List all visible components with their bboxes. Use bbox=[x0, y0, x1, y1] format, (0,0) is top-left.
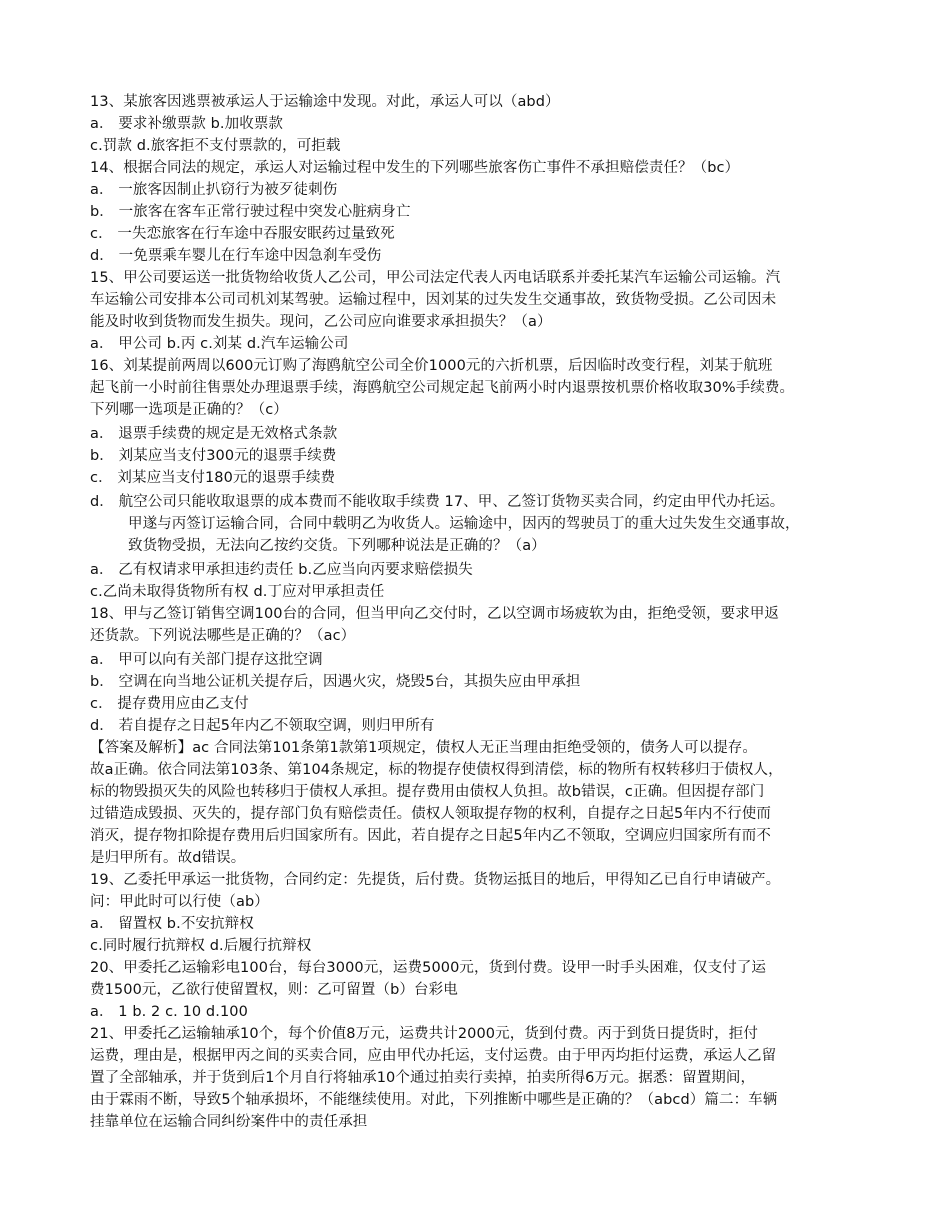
q19-options-cd: c.同时履行抗辩权 d.后履行抗辩权 bbox=[90, 938, 312, 954]
q17-options-ab: a． 乙有权请求甲承担违约责任 b.乙应当向丙要求赔偿损失 bbox=[90, 562, 473, 578]
q18-question-line2: 还货款。下列说法哪些是正确的？（ac） bbox=[90, 628, 356, 644]
q16-option-b: b． 刘某应当支付300元的退票手续费 bbox=[90, 448, 337, 464]
q13-options-cd: c.罚款 d.旅客拒不支付票款的，可拒载 bbox=[90, 138, 341, 154]
q21-question-line4: 由于霖雨不断，导致5个轴承损坏，不能继续使用。对此，下列推断中哪些是正确的？（abcd）篇二：车辆 bbox=[90, 1092, 778, 1108]
q15-question-line1: 15、甲公司要运送一批货物给收货人乙公司，甲公司法定代表人丙电话联系并委托某汽车运输公司运输。汽 bbox=[90, 270, 781, 286]
q13-question: 13、某旅客因逃票被承运人于运输途中发现。对此，承运人可以（abd） bbox=[90, 94, 560, 110]
q21-question-line3: 置了全部轴承，并于货到后1个月自行将轴承10个通过拍卖行卖掉，拍卖所得6万元。据悉：留置期间， bbox=[90, 1070, 756, 1086]
q18-answer-line4: 过错造成毁损、灭失的，提存部门负有赔偿责任。债权人领取提存物的权利，自提存之日起5年内不行使而 bbox=[90, 806, 771, 822]
q14-question: 14、根据合同法的规定，承运人对运输过程中发生的下列哪些旅客伤亡事件不承担赔偿责任？（bc） bbox=[90, 160, 740, 176]
q18-option-d: d． 若自提存之日起5年内乙不领取空调，则归甲所有 bbox=[90, 718, 435, 734]
q18-answer-line3: 标的物毁损灭失的风险也转移归于债权人承担。提存费用由债权人负担。故b错误，c正确。但因提存部门 bbox=[90, 784, 765, 800]
q16-question-line2: 起飞前一小时前往售票处办理退票手续，海鸥航空公司规定起飞前两小时内退票按机票价格收取30%手续费。 bbox=[90, 380, 795, 396]
q16-option-a: a． 退票手续费的规定是无效格式条款 bbox=[90, 426, 338, 442]
section-heading: 挂靠单位在运输合同纠纷案件中的责任承担 bbox=[90, 1114, 368, 1130]
q18-option-a: a． 甲可以向有关部门提存这批空调 bbox=[90, 652, 323, 668]
q18-answer-line5: 消灭，提存物扣除提存费用后归国家所有。因此，若自提存之日起5年内乙不领取，空调应归国家所有而不 bbox=[90, 828, 771, 844]
q14-option-d: d． 一免票乘车婴儿在行车途中因急刹车受伤 bbox=[90, 248, 382, 264]
q16-question-line3: 下列哪一选项是正确的？（c） bbox=[90, 402, 288, 418]
q16-question-line1: 16、刘某提前两周以600元订购了海鸥航空公司全价1000元的六折机票，后因临时改变行程，刘某于航班 bbox=[90, 358, 773, 374]
q18-answer-line2: 故a正确。依合同法第103条、第104条规定，标的物提存使债权得到清偿，标的物所有权转移归于债权人， bbox=[90, 762, 783, 778]
q21-question-line1: 21、甲委托乙运输轴承10个，每个价值8万元，运费共计2000元，货到付费。丙于到货日提货时，拒付 bbox=[90, 1026, 758, 1042]
q15-question-line3: 能及时收到货物而发生损失。现问，乙公司应向谁要求承担损失？（a） bbox=[90, 314, 552, 330]
q19-question-line2: 问：甲此时可以行使（ab） bbox=[90, 894, 269, 910]
q17-question-line3: 致货物受损，无法向乙按约交货。下列哪种说法是正确的？（a） bbox=[128, 538, 546, 554]
q20-options: a． 1 b. 2 c. 10 d.100 bbox=[90, 1004, 248, 1020]
q14-option-c: c． 一失恋旅客在行车途中吞服安眠药过量致死 bbox=[90, 226, 395, 242]
q18-option-c: c． 提存费用应由乙支付 bbox=[90, 696, 249, 712]
q14-option-a: a． 一旅客因制止扒窃行为被歹徒刺伤 bbox=[90, 182, 338, 198]
q16-option-c: c． 刘某应当支付180元的退票手续费 bbox=[90, 470, 336, 486]
q15-question-line2: 车运输公司安排本公司司机刘某驾驶。运输过程中，因刘某的过失发生交通事故，致货物受损。乙公司因未 bbox=[90, 292, 777, 308]
q17-question-line2: 甲遂与丙签订运输合同，合同中载明乙为收货人。运输途中，因丙的驾驶员丁的重大过失发生交通事故， bbox=[128, 516, 800, 532]
q20-question-line1: 20、甲委托乙运输彩电100台，每台3000元，运费5000元，货到付费。设甲一时手头困难，仅支付了运 bbox=[90, 960, 767, 976]
q18-question-line1: 18、甲与乙签订销售空调100台的合同，但当甲向乙交付时，乙以空调市场疲软为由，拒绝受领，要求甲返 bbox=[90, 606, 780, 622]
q18-option-b: b． 空调在向当地公证机关提存后，因遇火灾，烧毁5台，其损失应由甲承担 bbox=[90, 674, 581, 690]
q20-question-line2: 费1500元，乙欲行使留置权，则：乙可留置（b）台彩电 bbox=[90, 982, 458, 998]
q14-option-b: b． 一旅客在客车正常行驶过程中突发心脏病身亡 bbox=[90, 204, 411, 220]
q16-option-d: d． 航空公司只能收取退票的成本费而不能收取手续费 17、甲、乙签订货物买卖合同，约定由甲代办托运。 bbox=[90, 494, 785, 510]
q15-options: a． 甲公司 b.丙 c.刘某 d.汽车运输公司 bbox=[90, 336, 349, 352]
q19-question-line1: 19、乙委托甲承运一批货物，合同约定：先提货，后付费。货物运抵目的地后，甲得知乙已自行申请破产。 bbox=[90, 872, 781, 888]
q18-answer-line1: 【答案及解析】ac 合同法第101条第1款第1项规定，债权人无正当理由拒绝受领的，债务人可以提存。 bbox=[90, 740, 757, 756]
q19-options-ab: a． 留置权 b.不安抗辩权 bbox=[90, 916, 254, 932]
q13-options-ab: a． 要求补缴票款 b.加收票款 bbox=[90, 116, 284, 132]
q17-options-cd: c.乙尚未取得货物所有权 d.丁应对甲承担责任 bbox=[90, 584, 385, 600]
q18-answer-line6: 是归甲所有。故d错误。 bbox=[90, 850, 246, 866]
q21-question-line2: 运费，理由是，根据甲丙之间的买卖合同，应由甲代办托运，支付运费。由于甲丙均拒付运费，承运人乙留 bbox=[90, 1048, 777, 1064]
